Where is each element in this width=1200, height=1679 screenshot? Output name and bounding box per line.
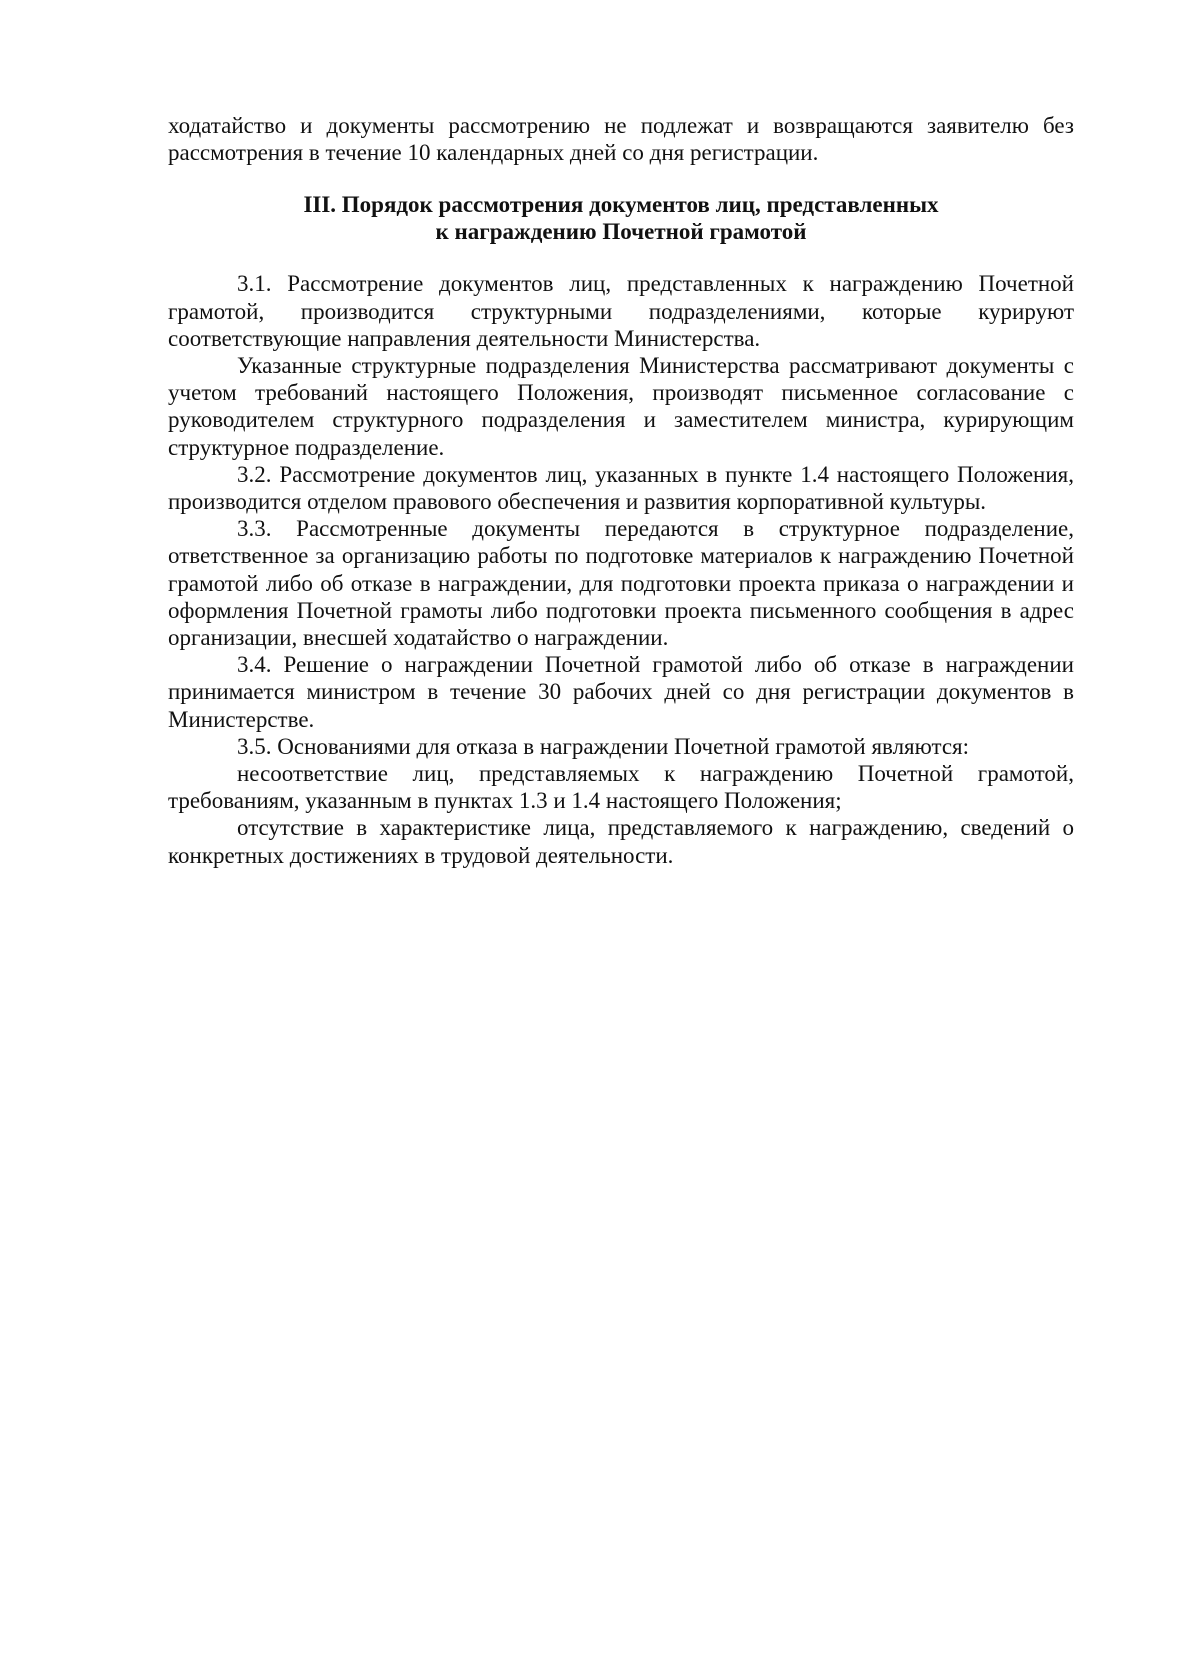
paragraph-3-3: 3.3. Рассмотренные документы передаются в структурное подразделение, ответственное за организацию работы по подготовке материалов к награждению Почетной грамотой либо об отказе в награждении, для подготовки проекта приказа о награждении и оформления Почетной грамоты либо подготовки проекта письменного сообщения в адрес организации, внесшей ходатайство о награждении.: [168, 516, 1074, 651]
document-page: [168, 112, 1074, 869]
paragraph-3-2: 3.2. Рассмотрение документов лиц, указанных в пункте 1.4 настоящего Положения, производится отделом правового обеспечения и развития корпоративной культуры.: [168, 461, 1074, 515]
paragraph-3-5: 3.5. Основаниями для отказа в награждении Почетной грамотой являются:: [237, 733, 970, 759]
section-heading-line-2: к награждению Почетной грамотой: [435, 219, 807, 245]
refusal-ground-2: отсутствие в характеристике лица, представляемого к награждению, сведений о конкретных достижениях в трудовой деятельности.: [168, 815, 1074, 868]
intro-paragraph: ходатайство и документы рассмотрению не подлежат и возвращаются заявителю без рассмотрения в течение 10 календарных дней со дня регистрации.: [168, 113, 1074, 166]
paragraph-3-4: 3.4. Решение о награждении Почетной грамотой либо об отказе в награждении принимается министром в течение 30 рабочих дней со дня регистрации документов в Министерстве.: [168, 652, 1074, 732]
section-heading-line-1: III. Порядок рассмотрения документов лиц, представленных: [303, 192, 939, 218]
paragraph-3-1: 3.1. Рассмотрение документов лиц, представленных к награждению Почетной грамотой, производится структурными подразделениями, которые курируют соответствующие направления деятельности Министерства.: [168, 271, 1074, 351]
paragraph-3-1-continued: Указанные структурные подразделения Министерства рассматривают документы с учетом требований настоящего Положения, производят письменное согласование с руководителем структурного подразделения и заместителем министра, курирующим структурное подразделение.: [168, 353, 1074, 460]
refusal-ground-1: несоответствие лиц, представляемых к награждению Почетной грамотой, требованиям, указанным в пунктах 1.3 и 1.4 настоящего Положения;: [168, 761, 1074, 814]
section-heading: [168, 191, 1074, 245]
